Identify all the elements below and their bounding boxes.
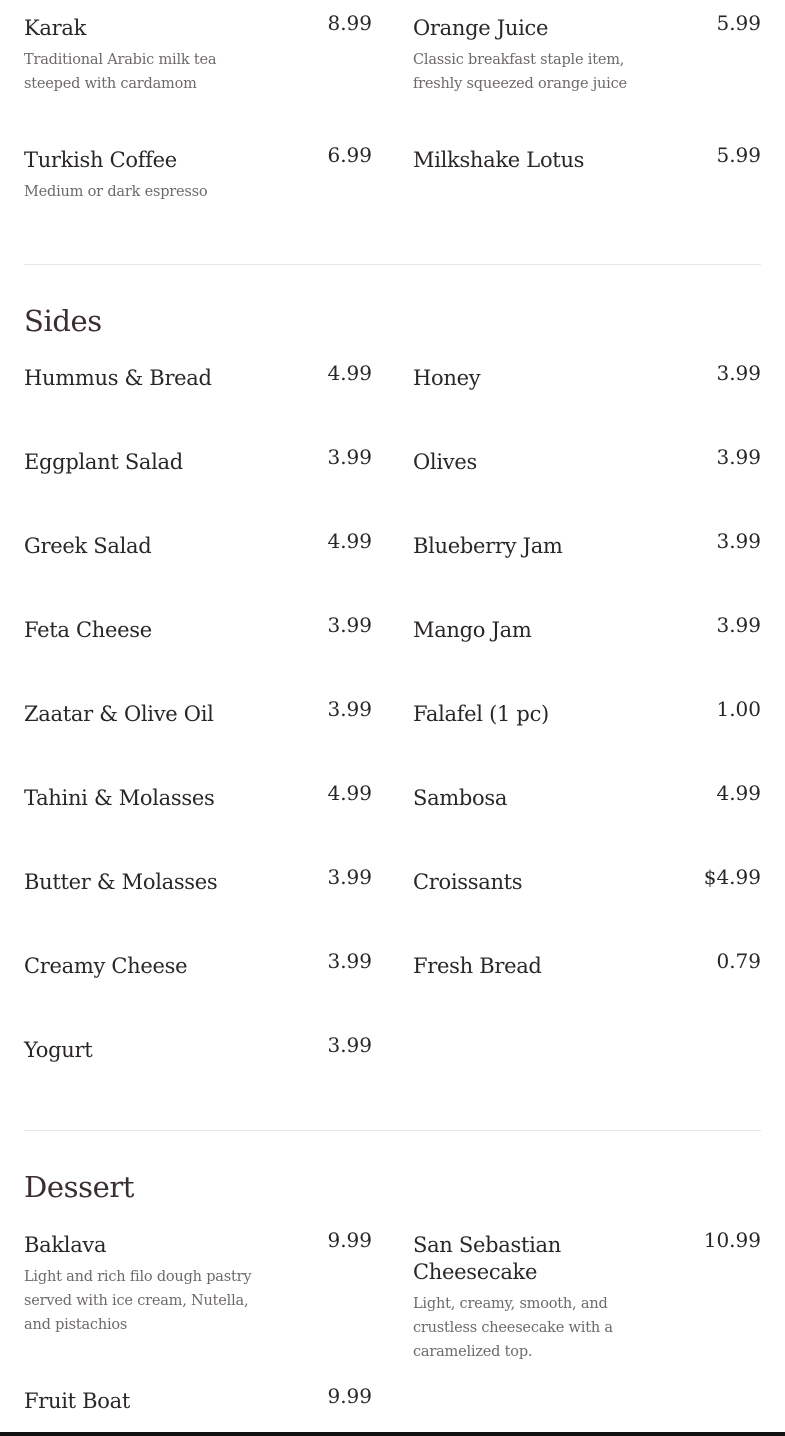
menu-item-milkshake-lotus[interactable] xyxy=(413,143,761,174)
item-name: Falafel (1 pc) xyxy=(413,702,549,726)
menu-item[interactable] xyxy=(24,361,372,392)
section-title-dessert: Dessert xyxy=(24,1170,135,1204)
item-description: Medium or dark espresso xyxy=(24,184,208,200)
item-price: 8.99 xyxy=(327,11,372,35)
menu-item[interactable] xyxy=(24,781,372,812)
item-name: Tahini & Molasses xyxy=(24,786,215,810)
menu-item[interactable] xyxy=(24,613,372,644)
section-title-sides: Sides xyxy=(24,304,102,338)
item-description: Light, creamy, smooth, and crustless cheesecake with a caramelized top. xyxy=(413,1296,613,1360)
menu-item[interactable] xyxy=(24,1033,372,1064)
item-price: 3.99 xyxy=(716,613,761,637)
item-price: 4.99 xyxy=(327,781,372,805)
item-price: 4.99 xyxy=(327,361,372,385)
menu-item[interactable] xyxy=(24,949,372,980)
item-price: 9.99 xyxy=(327,1228,372,1252)
item-price: 5.99 xyxy=(716,143,761,167)
item-name: Sambosa xyxy=(413,786,508,810)
item-price: $4.99 xyxy=(703,865,761,889)
item-price: 3.99 xyxy=(327,445,372,469)
item-name: Fresh Bread xyxy=(413,954,542,978)
item-name: Olives xyxy=(413,450,477,474)
item-name: Milkshake Lotus xyxy=(413,148,585,172)
section-divider xyxy=(24,264,761,265)
item-name: Baklava xyxy=(24,1233,107,1257)
item-price: 4.99 xyxy=(716,781,761,805)
item-price: 0.79 xyxy=(716,949,761,973)
menu-item[interactable] xyxy=(413,781,761,812)
item-name: Creamy Cheese xyxy=(24,954,188,978)
menu-item[interactable] xyxy=(24,445,372,476)
item-name: Turkish Coffee xyxy=(24,148,177,172)
item-price: 3.99 xyxy=(716,361,761,385)
viewport-bottom-edge xyxy=(0,1432,785,1436)
item-name: San Sebastian Cheesecake xyxy=(413,1233,561,1284)
menu-item[interactable] xyxy=(413,361,761,392)
item-price: 3.99 xyxy=(327,865,372,889)
item-name: Hummus & Bread xyxy=(24,366,212,390)
item-name: Eggplant Salad xyxy=(24,450,183,474)
item-price: 4.99 xyxy=(327,529,372,553)
item-name: Yogurt xyxy=(24,1038,93,1062)
item-name: Honey xyxy=(413,366,481,390)
item-description: Classic breakfast staple item, freshly squeezed orange juice xyxy=(413,52,627,92)
item-name: Croissants xyxy=(413,870,523,894)
item-name: Fruit Boat xyxy=(24,1389,130,1413)
item-price: 3.99 xyxy=(327,1033,372,1057)
menu-item-turkish-coffee[interactable] xyxy=(24,143,372,204)
menu-item[interactable] xyxy=(413,445,761,476)
item-description: Traditional Arabic milk tea steeped with cardamom xyxy=(24,52,217,92)
section-divider xyxy=(24,1130,761,1131)
item-name: Zaatar & Olive Oil xyxy=(24,702,214,726)
item-price: 5.99 xyxy=(716,11,761,35)
item-name: Feta Cheese xyxy=(24,618,152,642)
menu-item-fruit-boat[interactable] xyxy=(24,1384,372,1415)
item-price: 3.99 xyxy=(716,445,761,469)
menu-item-baklava[interactable] xyxy=(24,1228,372,1337)
item-price: 6.99 xyxy=(327,143,372,167)
item-name: Butter & Molasses xyxy=(24,870,218,894)
menu-item[interactable] xyxy=(413,949,761,980)
item-price: 3.99 xyxy=(327,949,372,973)
item-name: Greek Salad xyxy=(24,534,152,558)
menu-item[interactable] xyxy=(413,865,761,896)
menu-item[interactable] xyxy=(413,613,761,644)
menu-item[interactable] xyxy=(24,697,372,728)
item-price: 10.99 xyxy=(703,1228,761,1252)
menu-item[interactable] xyxy=(413,529,761,560)
item-price: 9.99 xyxy=(327,1384,372,1408)
menu-item-karak[interactable] xyxy=(24,11,372,96)
menu-item[interactable] xyxy=(24,529,372,560)
item-price: 3.99 xyxy=(327,613,372,637)
item-name: Orange Juice xyxy=(413,16,549,40)
item-price: 3.99 xyxy=(327,697,372,721)
item-name: Blueberry Jam xyxy=(413,534,563,558)
item-name: Mango Jam xyxy=(413,618,532,642)
item-price: 3.99 xyxy=(716,529,761,553)
item-description: Light and rich filo dough pastry served with ice cream, Nutella, and pistachios xyxy=(24,1269,252,1333)
item-name: Karak xyxy=(24,16,86,40)
menu-item-orange-juice[interactable] xyxy=(413,11,761,96)
menu-item-san-sebastian-cheesecake[interactable] xyxy=(413,1228,761,1364)
menu-item[interactable] xyxy=(413,697,761,728)
item-price: 1.00 xyxy=(716,697,761,721)
menu-item[interactable] xyxy=(24,865,372,896)
